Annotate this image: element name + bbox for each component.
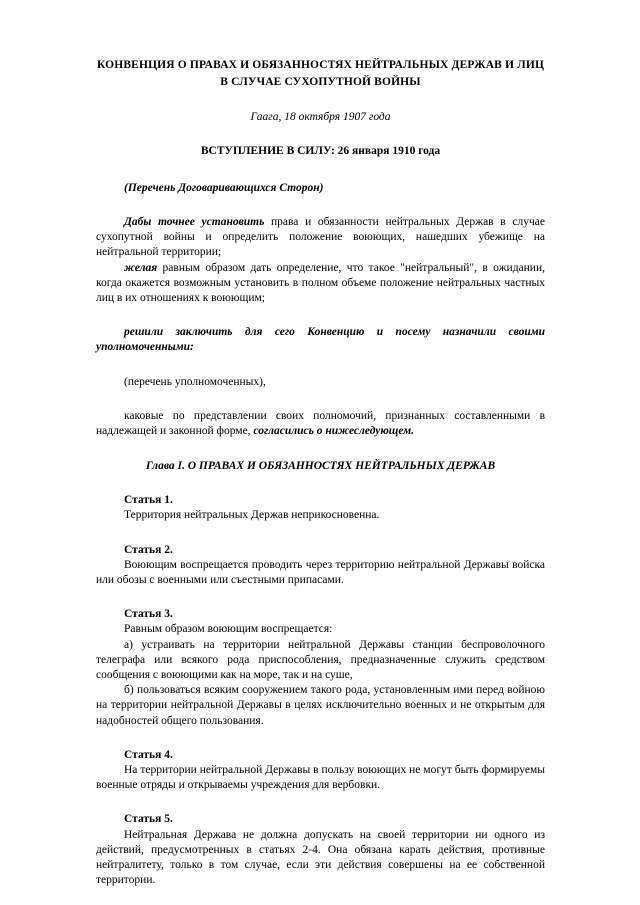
article-title: Статья 1. (124, 494, 173, 507)
preamble-1-rest: права и обязанности нейтральных Держав в случае сухопутной войны и определить положение воюющих, нашедших убежище на нейтральной территории; (96, 216, 545, 259)
preamble-paragraph-4: (перечень уполномоченных), (124, 375, 266, 388)
preamble-1-lead: Дабы точнее установить (124, 216, 265, 228)
preamble-5-rest: каковые по представлении своих полномочий, признанных составленными в надлежащей и законной форме, (96, 409, 545, 438)
preamble-paragraph-5 (96, 390, 545, 439)
preamble-2-lead: желая (124, 261, 158, 274)
article-paragraph: Равным образом воюющим воспрещается: (124, 623, 333, 636)
page-title: КОНВЕНЦИЯ О ПРАВАХ И ОБЯЗАННОСТЯХ НЕЙТРАЛЬНЫХ ДЕРЖАВ И ЛИЦ В СЛУЧАЕ СУХОПУТНОЙ ВОЙНЫ (96, 59, 545, 88)
entry-into-force: ВСТУПЛЕНИЕ В СИЛУ: 26 января 1910 года (200, 145, 441, 157)
preamble-5-tail: согласились о нижеследующем. (253, 425, 414, 438)
article-block (96, 588, 545, 729)
contracting-parties-note: (Перечень Договаривающихся Сторон) (124, 182, 324, 194)
article-paragraph: а) устраивать на территории нейтральной Державы станции беспроволочного телеграфа или всякого рода приспособления, предназначенные служить средством сообщения с воюющими как на море, так и на суше, (96, 638, 545, 682)
article-block (96, 793, 545, 888)
article-paragraph: Нейтральная Держава не должна допускать на своей территории ни одного из действий, предусмотренных в статьях 2-4. Она обязана карать действия, противные нейтралитету, только в том случае, если эти действия совершены на ее собственной территории. (96, 828, 545, 887)
preamble-paragraph-2 (96, 261, 545, 307)
article-title: Статья 2. (124, 543, 173, 556)
preamble-2-rest: равным образом дать определение, что такое "нейтральный", в ожидании, когда окажется возможным установить в полном объеме положение нейтральных частных лиц в их отношениях к воюющим; (96, 261, 545, 305)
preamble-paragraph-3: решили заключить для сего Конвенцию и посему назначили своими уполномоченными: (96, 326, 545, 354)
article-title: Статья 4. (124, 748, 173, 761)
article-block (96, 474, 545, 523)
article-title: Статья 3. (124, 608, 173, 621)
article-paragraph: б) пользоваться всяким сооружением такого рода, установленным ими перед войною на территории нейтральной Державы в целях исключительно военных и не открытым для надобностей общего пользования. (96, 684, 545, 727)
article-block (96, 729, 545, 794)
preamble-paragraph-1 (96, 196, 545, 261)
article-paragraph: Территория нейтральных Держав неприкосновенна. (124, 509, 380, 522)
article-paragraph: Воюющим воспрещается проводить через территорию нейтральной Державы войска или обозы с военными или съестными припасами. (96, 558, 545, 587)
document-body (96, 57, 545, 889)
place-and-date: Гаага, 18 октября 1907 года (250, 111, 391, 123)
article-title: Статья 5. (124, 813, 173, 826)
chapter-heading: Глава I. О ПРАВАХ И ОБЯЗАННОСТЯХ НЕЙТРАЛЬНЫХ ДЕРЖАВ (145, 460, 496, 473)
article-block (96, 524, 545, 589)
article-paragraph: На территории нейтральной Державы в пользу воюющих не могут быть формируемы военные отряды и открываемы учреждения для вербовки. (96, 764, 545, 792)
